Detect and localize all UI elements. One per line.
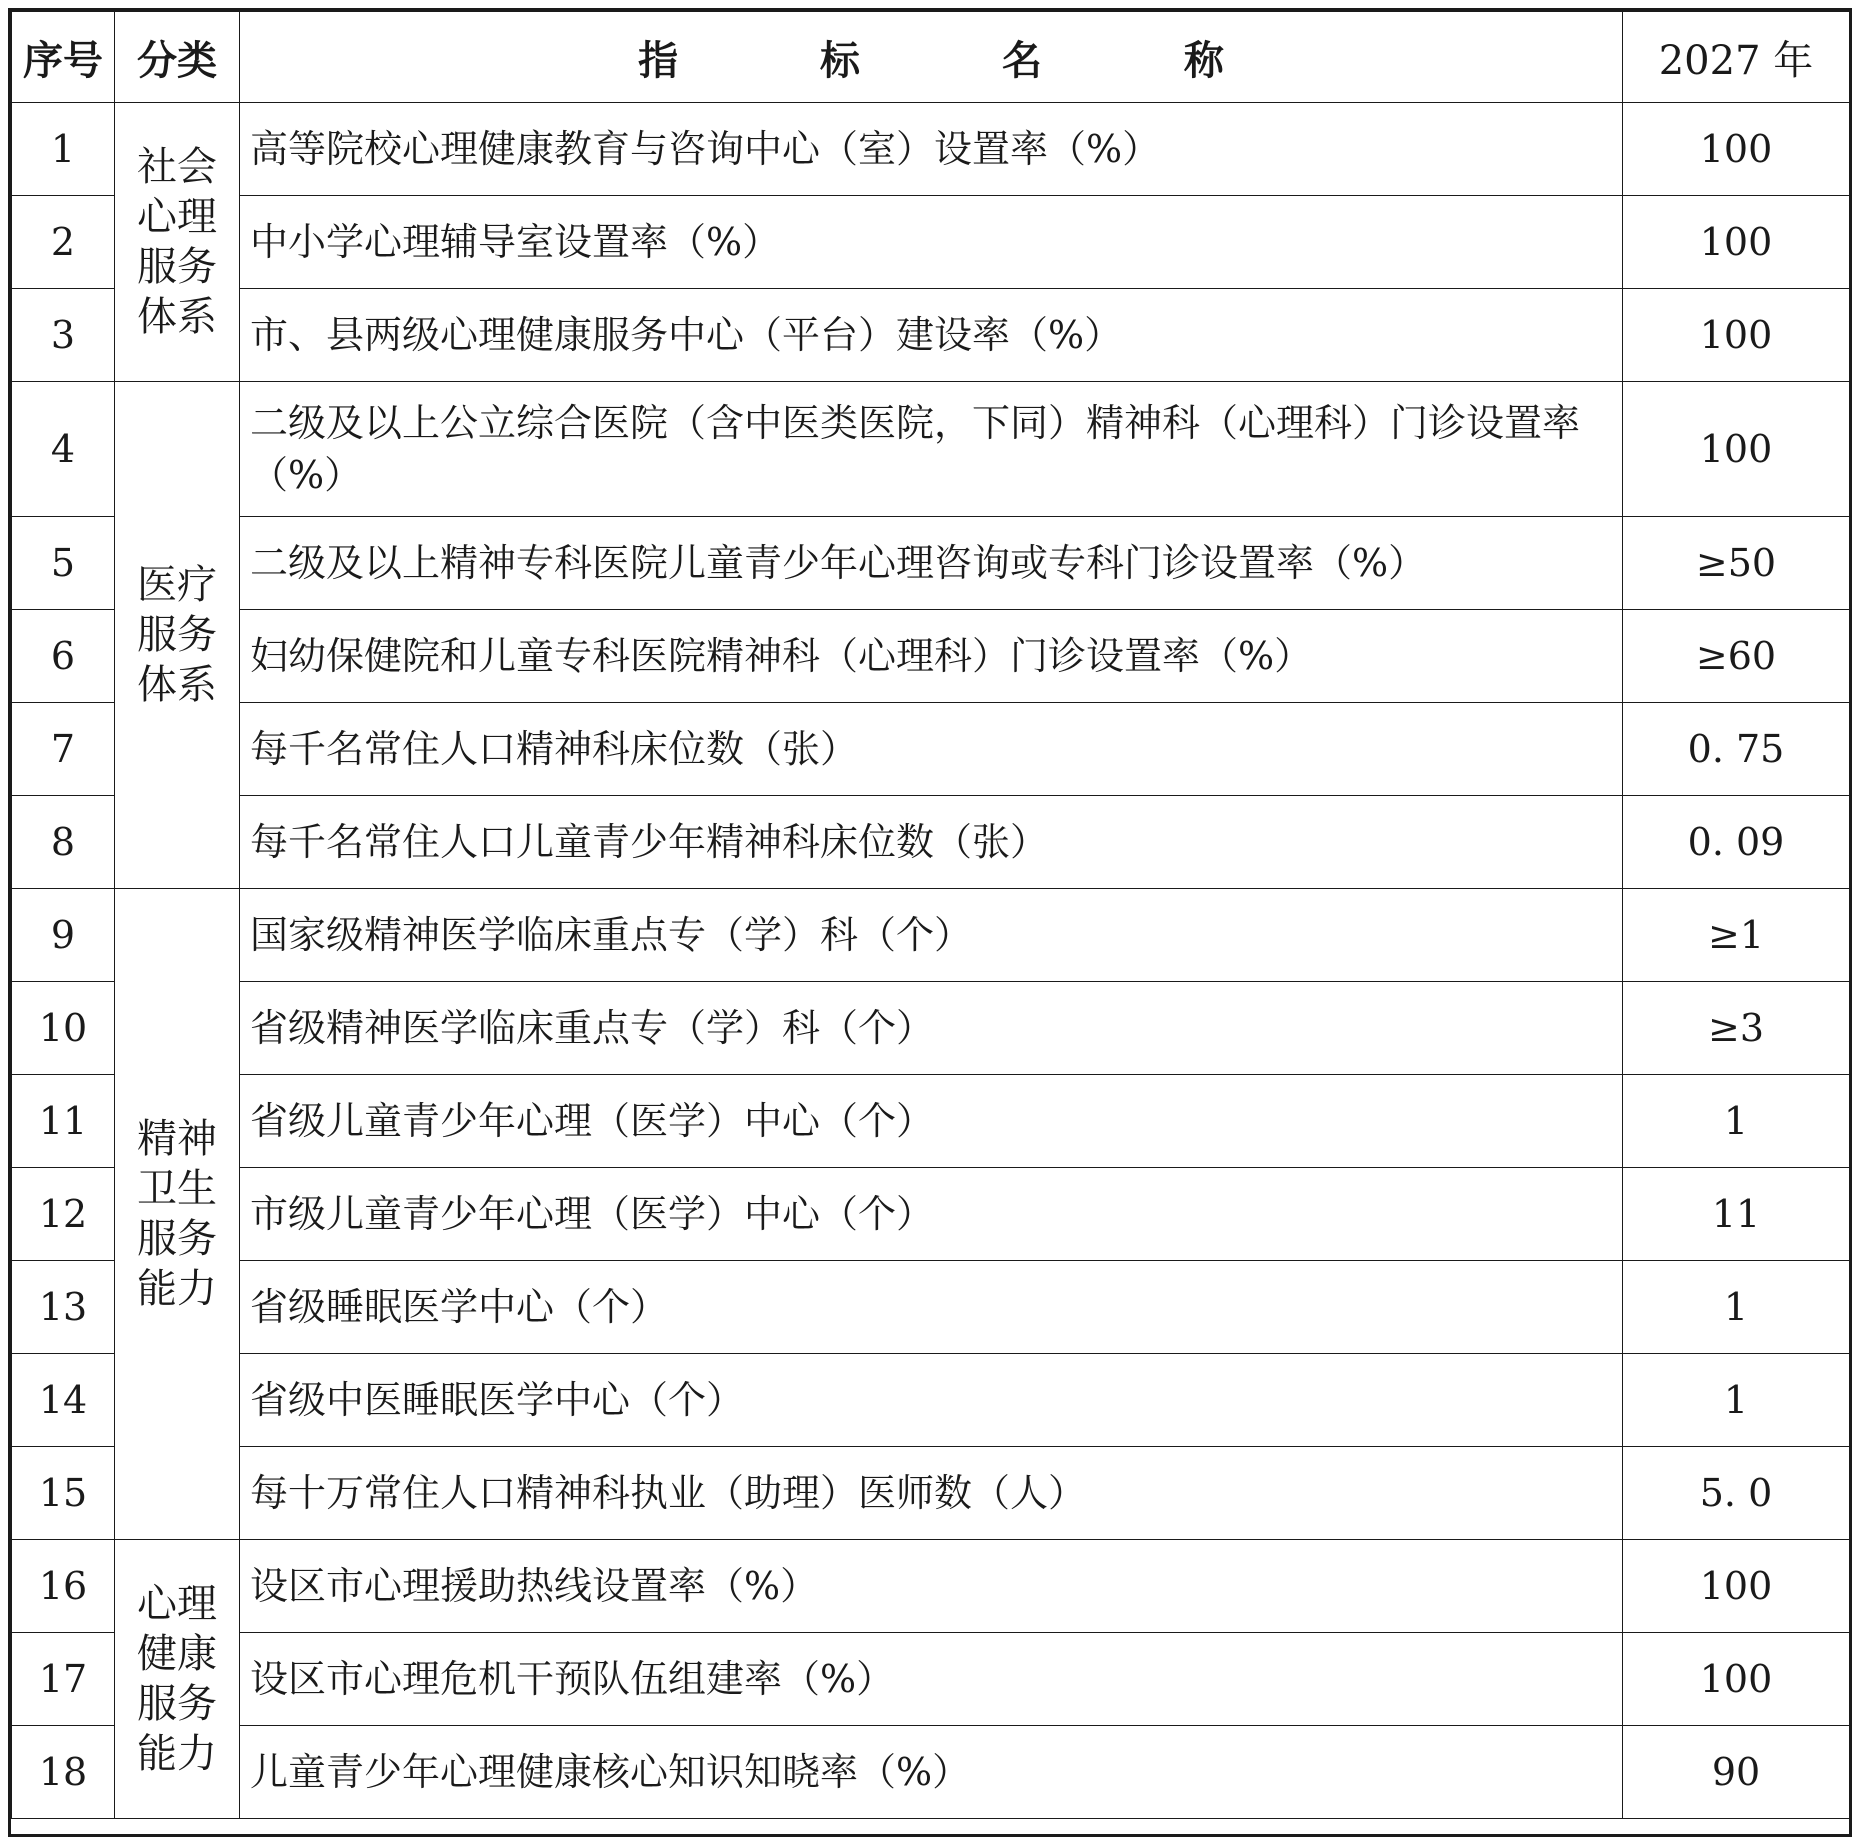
row-number: 15: [12, 1447, 115, 1540]
indicator-name: 设区市心理危机干预队伍组建率（%）: [240, 1633, 1623, 1726]
category-label: 精神卫生服务能力: [137, 1116, 217, 1312]
indicator-value-2027: ≥3: [1623, 982, 1850, 1075]
category-label: 社会心理服务体系: [137, 144, 217, 340]
table-row: [12, 982, 1850, 1075]
table-body: [12, 103, 1850, 1819]
indicator-name: 省级精神医学临床重点专（学）科（个）: [240, 982, 1623, 1075]
indicator-value-2027: 90: [1623, 1726, 1850, 1819]
table-row: [12, 610, 1850, 703]
indicator-name: 省级儿童青少年心理（医学）中心（个）: [240, 1075, 1623, 1168]
table-row: [12, 382, 1850, 517]
indicator-name: 二级及以上公立综合医院（含中医类医院，下同）精神科（心理科）门诊设置率（%）: [240, 382, 1623, 517]
table-row: [12, 1447, 1850, 1540]
indicator-name: 省级中医睡眠医学中心（个）: [240, 1354, 1623, 1447]
indicator-value-2027: 0. 75: [1623, 703, 1850, 796]
category-cell: [115, 889, 240, 1540]
indicator-name: 国家级精神医学临床重点专（学）科（个）: [240, 889, 1623, 982]
indicator-name: 二级及以上精神专科医院儿童青少年心理咨询或专科门诊设置率（%）: [240, 517, 1623, 610]
indicator-value-2027: 11: [1623, 1168, 1850, 1261]
indicator-name: 市、县两级心理健康服务中心（平台）建设率（%）: [240, 289, 1623, 382]
indicator-value-2027: 1: [1623, 1075, 1850, 1168]
table-row: [12, 1168, 1850, 1261]
indicator-name: 高等院校心理健康教育与咨询中心（室）设置率（%）: [240, 103, 1623, 196]
row-number: 3: [12, 289, 115, 382]
category-label: 心理健康服务能力: [137, 1581, 217, 1777]
table-row: [12, 1633, 1850, 1726]
indicator-value-2027: 100: [1623, 103, 1850, 196]
row-number: 8: [12, 796, 115, 889]
row-number: 2: [12, 196, 115, 289]
indicator-name: 每十万常住人口精神科执业（助理）医师数（人）: [240, 1447, 1623, 1540]
indicator-value-2027: ≥50: [1623, 517, 1850, 610]
indicator-name: 市级儿童青少年心理（医学）中心（个）: [240, 1168, 1623, 1261]
row-number: 6: [12, 610, 115, 703]
category-cell: [115, 1540, 240, 1819]
row-number: 7: [12, 703, 115, 796]
table-row: [12, 796, 1850, 889]
indicator-name: 每千名常住人口儿童青少年精神科床位数（张）: [240, 796, 1623, 889]
table-row: [12, 1540, 1850, 1633]
header-category: 分类: [115, 12, 240, 103]
indicator-value-2027: ≥60: [1623, 610, 1850, 703]
table-row: [12, 889, 1850, 982]
row-number: 12: [12, 1168, 115, 1261]
indicator-value-2027: 1: [1623, 1354, 1850, 1447]
indicator-name: 省级睡眠医学中心（个）: [240, 1261, 1623, 1354]
category-cell: [115, 382, 240, 889]
table-row: [12, 1354, 1850, 1447]
header-indicator-name-text: 指 标 名 称: [638, 37, 1288, 84]
row-number: 14: [12, 1354, 115, 1447]
indicator-table-frame: [8, 8, 1852, 1837]
indicator-value-2027: 1: [1623, 1261, 1850, 1354]
category-label: 医疗服务体系: [137, 562, 217, 708]
table-row: [12, 103, 1850, 196]
row-number: 10: [12, 982, 115, 1075]
row-number: 16: [12, 1540, 115, 1633]
table-row: [12, 703, 1850, 796]
table-row: [12, 289, 1850, 382]
indicator-value-2027: 100: [1623, 1540, 1850, 1633]
indicator-value-2027: ≥1: [1623, 889, 1850, 982]
indicator-name: 每千名常住人口精神科床位数（张）: [240, 703, 1623, 796]
indicator-value-2027: 100: [1623, 1633, 1850, 1726]
table-row: [12, 1261, 1850, 1354]
header-no: 序号: [12, 12, 115, 103]
row-number: 5: [12, 517, 115, 610]
indicator-value-2027: 0. 09: [1623, 796, 1850, 889]
row-number: 11: [12, 1075, 115, 1168]
category-cell: [115, 103, 240, 382]
indicator-value-2027: 5. 0: [1623, 1447, 1850, 1540]
indicator-table: [11, 11, 1850, 1819]
indicator-name: 中小学心理辅导室设置率（%）: [240, 196, 1623, 289]
header-indicator-name: [240, 12, 1623, 103]
table-header-row: [12, 12, 1850, 103]
row-number: 18: [12, 1726, 115, 1819]
indicator-value-2027: 100: [1623, 382, 1850, 517]
header-year: 2027 年: [1623, 12, 1850, 103]
table-row: [12, 196, 1850, 289]
indicator-name: 妇幼保健院和儿童专科医院精神科（心理科）门诊设置率（%）: [240, 610, 1623, 703]
row-number: 13: [12, 1261, 115, 1354]
row-number: 9: [12, 889, 115, 982]
table-row: [12, 1075, 1850, 1168]
row-number: 4: [12, 382, 115, 517]
indicator-name: 设区市心理援助热线设置率（%）: [240, 1540, 1623, 1633]
indicator-value-2027: 100: [1623, 196, 1850, 289]
row-number: 1: [12, 103, 115, 196]
table-row: [12, 517, 1850, 610]
table-row: [12, 1726, 1850, 1819]
row-number: 17: [12, 1633, 115, 1726]
indicator-name: 儿童青少年心理健康核心知识知晓率（%）: [240, 1726, 1623, 1819]
indicator-value-2027: 100: [1623, 289, 1850, 382]
